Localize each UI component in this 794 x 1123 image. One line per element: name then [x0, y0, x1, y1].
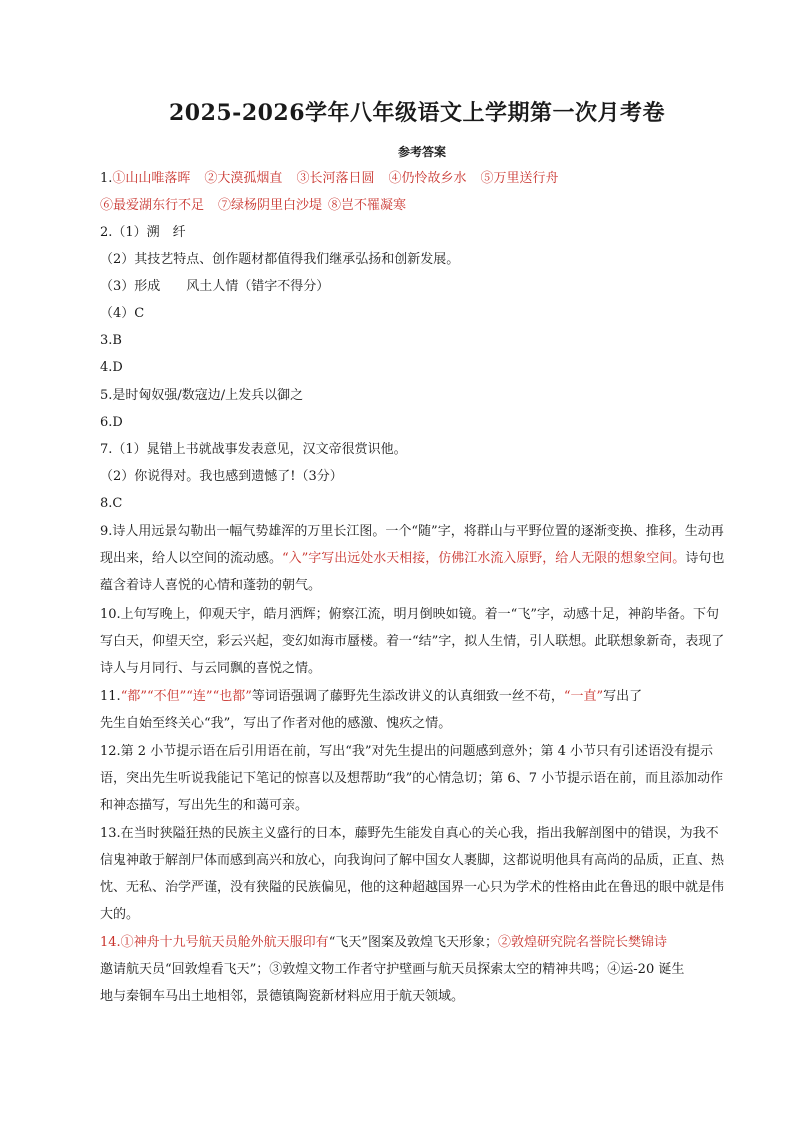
q11-text-3: 先生自始至终关心“我”，写出了作者对他的感激、愧疚之情。 [100, 716, 452, 731]
q11-text-2: 写出了 [603, 689, 643, 704]
q11-text: 等词语强调了藤野先生添改讲义的认真细致一丝不苟， [251, 689, 564, 704]
answer-q9 [100, 518, 728, 599]
q1-item-6: ⑥最爱湖东行不足 [100, 198, 205, 213]
answer-q5: 5.是时匈奴强/数寇边/上发兵以御之 [100, 388, 304, 403]
answer-q2-part3: （3）形成 风土人情（错字不得分） [100, 279, 330, 294]
q1-item-3: ③长河落日圆 [296, 171, 375, 186]
page-title: 2025-2026学年八年级语文上学期第一次月考卷 [168, 100, 666, 126]
q11-words: “都”“不但”“连”“也都” [120, 689, 252, 704]
q1-number: 1. [100, 171, 113, 186]
q14-text-a: 14.①神舟十九号航天员舱外航天服印有 [100, 935, 329, 950]
page-subtitle: 参考答案 [397, 145, 446, 159]
answer-q14 [100, 929, 730, 1010]
q1-item-7: ⑦绿杨阴里白沙堤 [218, 198, 323, 213]
q1-item-5: ⑤万里送行舟 [480, 171, 559, 186]
q1-item-8: ⑧岂不罹凝寒 [328, 198, 407, 213]
answer-q3: 3.B [100, 333, 122, 348]
q9-text-c: 诗句也蕴含着诗人喜悦的心情和蓬勃的朝气。 [100, 551, 725, 593]
answer-q7-part2: （2）你说得对。我也感到遗憾了!（3分） [100, 469, 343, 484]
answer-q10: 10.上句写晚上，仰观天宇，皓月洒辉；俯察江流，明月倒映如镜。着一“飞”字，动感十足，神韵毕备。下句写白天，仰望天空，彩云兴起，变幻如海市蜃楼。着一“结”字，拟人生情，引人联想。此联想象新奇，表现了诗人与月同行、与云同飘的喜悦之情。 [100, 607, 725, 676]
q14-text-d: 邀请航天员“回敦煌看飞天”；③敦煌文物工作者守护壁画与航天员探索太空的精神共鸣；④运-20 诞生 [100, 962, 685, 977]
q9-text-b: “入”字写出远处水天相接，仿佛江水流入原野，给人无限的想象空间。 [282, 551, 686, 566]
q11-yizhi: “一直” [563, 689, 604, 704]
answer-q4: 4.D [100, 360, 123, 375]
answer-q11 [100, 683, 730, 737]
answer-q2-part2: （2）其技艺特点、创作题材都值得我们继承弘扬和创新发展。 [100, 252, 460, 267]
q1-item-1: ①山山唯落晖 [112, 171, 191, 186]
answer-q12: 12.第 2 小节提示语在后引用语在前，写出“我”对先生提出的问题感到意外；第 4 小节只有引述语没有提示语，突出先生听说我能记下笔记的惊喜以及想帮助“我”的心情急切；第 6、7 小节提示语在前，而且添加动作和神态描写，写出先生的和蔼可亲。 [100, 744, 724, 813]
answer-q6: 6.D [100, 415, 123, 430]
answer-q13: 13.在当时狭隘狂热的民族主义盛行的日本，藤野先生能发自真心的关心我，指出我解剖图中的错误，为我不信鬼神敢于解剖尸体而感到高兴和放心，向我询问了解中国女人裹脚，这都说明他具有高尚的品质，正直、热忱、无私、治学严谨，没有狭隘的民族偏见，他的这种超越国界一心只为学术的性格由此在鲁迅的眼中就是伟大的。 [100, 826, 725, 922]
q1-item-4: ④仍怜故乡水 [388, 171, 467, 186]
answer-q7-part1: 7.（1）晁错上书就战事发表意见，汉文帝很赏识他。 [100, 442, 407, 457]
answer-q1-line1 [100, 170, 558, 188]
answer-q2-part1: 2.（1）溯 纤 [100, 225, 186, 240]
q9-text-a: 9.诗人用远景勾勒出一幅气势雄浑的万里长江图。一个“随”字，将群山与平野位置的逐渐变换、推移，生动再现出来，给人以空间的流动感。 [100, 524, 724, 566]
answer-q2-part4: （4）C [100, 306, 145, 321]
q14-text-c: ②敦煌研究院名誉院长樊锦诗 [497, 935, 667, 950]
answer-q1-line2 [100, 197, 406, 215]
q14-text-b: “飞天”图案及敦煌飞天形象； [328, 935, 498, 950]
q1-item-2: ②大漠孤烟直 [204, 171, 283, 186]
q14-text-e: 地与秦铜车马出土地相邻，景德镇陶瓷新材料应用于航天领域。 [100, 989, 465, 1004]
q11-num: 11. [100, 689, 121, 704]
answer-q8: 8.C [100, 496, 123, 511]
